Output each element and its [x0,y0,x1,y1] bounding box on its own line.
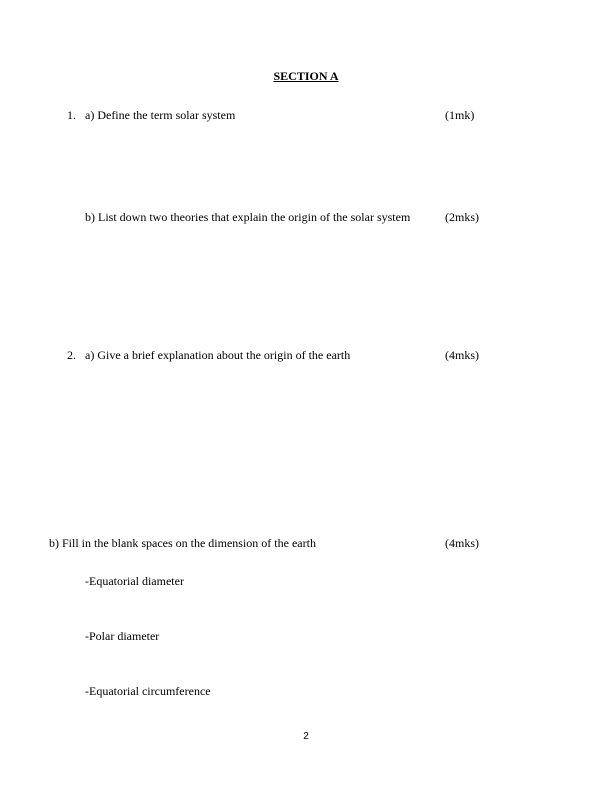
blank-item-equatorial-diameter: -Equatorial diameter [85,574,184,588]
question-1a-marks: (1mk) [445,108,475,122]
page-number: 2 [303,731,309,742]
question-2-number: 2. [67,348,76,362]
blank-item-polar-diameter: -Polar diameter [85,629,160,643]
question-2a-text: a) Give a brief explanation about the origin of the earth [85,348,351,362]
question-1b-text: b) List down two theories that explain the origin of the solar system [85,210,411,224]
question-1b-marks: (2mks) [445,210,479,224]
question-1a-text: a) Define the term solar system [85,108,236,122]
section-title: SECTION A [273,69,339,83]
question-2b-marks: (4mks) [445,536,479,550]
question-2a-marks: (4mks) [445,348,479,362]
blank-item-equatorial-circumference: -Equatorial circumference [85,684,211,698]
question-1-number: 1. [67,108,76,122]
question-2b-text: b) Fill in the blank spaces on the dimension of the earth [49,536,316,550]
